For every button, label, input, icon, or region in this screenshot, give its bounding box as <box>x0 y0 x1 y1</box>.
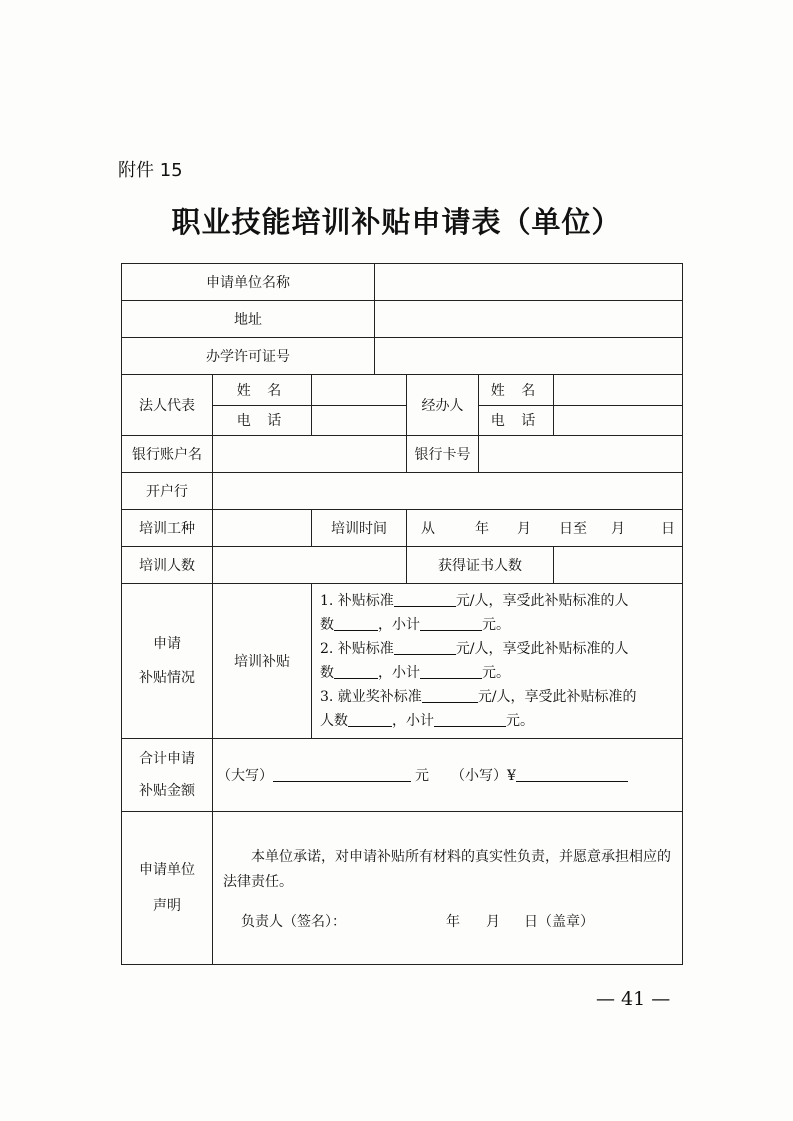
total-amount-label: 合计申请 补贴金额 <box>122 739 213 812</box>
handler-phone-field[interactable] <box>554 405 683 436</box>
license-field[interactable] <box>375 338 683 375</box>
subsidy-standard-1-field[interactable] <box>394 590 456 607</box>
legal-rep-phone-field[interactable] <box>312 405 407 436</box>
time-month: 月 <box>517 521 531 537</box>
training-type-field[interactable] <box>213 510 312 547</box>
time-day-to: 日至 <box>559 521 587 537</box>
bank-card-label: 银行卡号 <box>407 436 479 473</box>
form-title: 职业技能培训补贴申请表（单位） <box>171 205 622 239</box>
attachment-label: 附件 15 <box>118 160 183 181</box>
address-label: 地址 <box>122 301 375 338</box>
declaration-cell <box>213 812 683 965</box>
declaration-text: 本单位承诺，对申请补贴所有材料的真实性负责，并愿意承担相应的法律责任。 <box>223 849 671 890</box>
training-subsidy-label: 培训补贴 <box>213 584 312 739</box>
total-daxie-field[interactable] <box>273 765 411 782</box>
bank-account-name-field[interactable] <box>213 436 407 473</box>
training-type-label: 培训工种 <box>122 510 213 547</box>
training-time-label: 培训时间 <box>312 510 407 547</box>
total-amount-row: （大写） 元 （小写）¥ <box>213 739 683 812</box>
signature-line: 负责人（签名）： 年 月 日（盖章） <box>241 914 594 930</box>
handler-label: 经办人 <box>407 375 479 436</box>
handler-name-label: 姓 名 <box>479 375 554 406</box>
legal-rep-phone-label: 电 话 <box>213 405 312 436</box>
declaration-label: 申请单位 声明 <box>122 812 213 965</box>
time-month-2: 月 <box>611 521 625 537</box>
time-day: 日 <box>661 521 675 537</box>
subsidy-subtotal-1-field[interactable] <box>420 614 482 631</box>
legal-rep-label: 法人代表 <box>122 375 213 436</box>
license-label: 办学许可证号 <box>122 338 375 375</box>
employment-award-count-field[interactable] <box>348 710 392 727</box>
legal-rep-name-label: 姓 名 <box>213 375 312 406</box>
trainee-count-field[interactable] <box>213 547 407 584</box>
cert-count-field[interactable] <box>554 547 683 584</box>
trainee-count-label: 培训人数 <box>122 547 213 584</box>
time-from: 从 <box>421 521 435 537</box>
bank-branch-field[interactable] <box>213 473 683 510</box>
subsidy-count-1-field[interactable] <box>334 614 378 631</box>
employment-award-subtotal-field[interactable] <box>434 710 506 727</box>
unit-name-label: 申请单位名称 <box>122 264 375 301</box>
time-year: 年 <box>475 521 489 537</box>
apply-subsidy-label: 申请 补贴情况 <box>122 584 213 739</box>
total-xiaoxie-field[interactable] <box>516 765 628 782</box>
employment-award-standard-field[interactable] <box>422 686 478 703</box>
subsidy-application-form <box>121 263 683 965</box>
bank-card-field[interactable] <box>479 436 683 473</box>
subsidy-count-2-field[interactable] <box>334 662 378 679</box>
subsidy-details: 1. 补贴标准 元/人，享受此补贴标准的人 数 ，小计 元。 2. 补贴标准 元/人，享受此补贴标准的人 数 ，小计 元。 3. 就业奖补标准 元/人，享受此补贴标准的 人数 ，小计 元。 <box>312 584 683 739</box>
page-number: — 41 — <box>596 988 671 1010</box>
subsidy-standard-2-field[interactable] <box>394 638 456 655</box>
bank-account-name-label: 银行账户名 <box>122 436 213 473</box>
subsidy-subtotal-2-field[interactable] <box>420 662 482 679</box>
bank-branch-label: 开户行 <box>122 473 213 510</box>
address-field[interactable] <box>375 301 683 338</box>
handler-name-field[interactable] <box>554 375 683 406</box>
cert-count-label: 获得证书人数 <box>407 547 554 584</box>
handler-phone-label: 电 话 <box>479 405 554 436</box>
legal-rep-name-field[interactable] <box>312 375 407 406</box>
unit-name-field[interactable] <box>375 264 683 301</box>
training-time-field[interactable] <box>407 510 683 547</box>
